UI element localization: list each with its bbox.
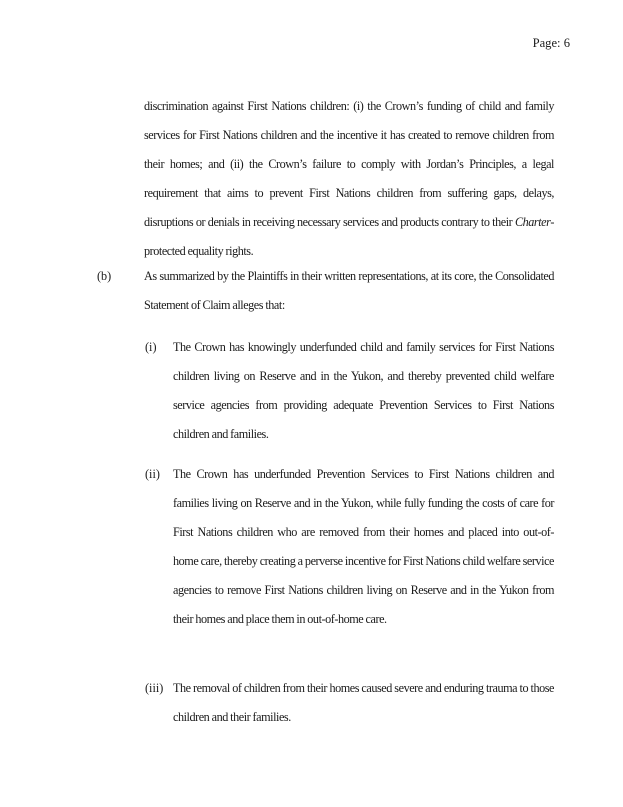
subparagraph-ii	[145, 460, 554, 634]
subparagraph-i-label: (i)	[145, 340, 157, 354]
subparagraph-ii-text: The Crown has underfunded Prevention Services to First Nations children and families living on Reserve and in the Yukon, while fully funding the costs of care for First Nations children who are removed from their homes and placed into out-of-home care, thereby creating a perverse incentive for First Nations child welfare service agencies to remove First Nations children living on Reserve and in the Yukon from their homes and place them in out-of-home care.	[173, 467, 554, 626]
paragraph-b-label: (b)	[97, 269, 112, 283]
paragraph-b	[97, 262, 554, 320]
subparagraph-iii-text: The removal of children from their homes caused severe and enduring trauma to those children and their families.	[173, 681, 554, 724]
page-number-header: Page: 6	[532, 36, 570, 50]
subparagraph-iii-label: (iii)	[145, 681, 164, 695]
subparagraph-ii-label: (ii)	[145, 467, 160, 481]
charter-italic-term: Charter	[514, 215, 551, 230]
subparagraph-i	[145, 333, 554, 449]
continuation-paragraph-text-after: -protected equality rights.	[144, 215, 554, 259]
continuation-paragraph	[144, 92, 554, 266]
subparagraph-iii	[145, 674, 554, 732]
subparagraph-i-text: The Crown has knowingly underfunded child and family services for First Nations children living on Reserve and in the Yukon, and thereby prevented child welfare service agencies from providing adequate Prevention Services to First Nations children and families.	[173, 340, 554, 441]
continuation-paragraph-text: discrimination against First Nations children: (i) the Crown’s funding of child and family services for First Nations children and the incentive it has created to remove children from their homes; and (ii) the Crown’s failure to comply with Jordan’s Principles, a legal requirement that aims to prevent First Nations children from suffering gaps, delays, disruptions or denials in receiving necessary services and products contrary to their	[144, 99, 554, 230]
paragraph-b-text: As summarized by the Plaintiffs in their written representations, at its core, the Consolidated Statement of Claim alleges that:	[144, 269, 554, 312]
